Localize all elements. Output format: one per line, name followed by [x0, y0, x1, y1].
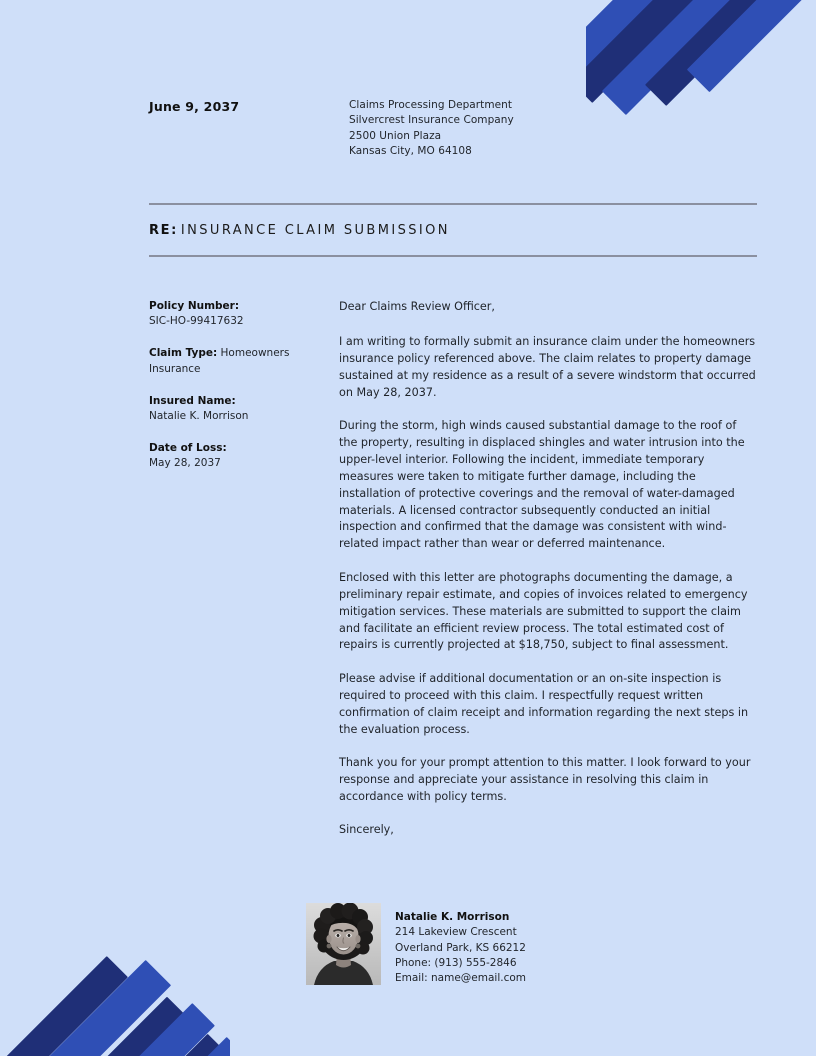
deco-bar — [149, 1037, 230, 1056]
deco-bar — [687, 0, 816, 92]
body-paragraph: Please advise if additional documentation or an on-site inspection is required to proceed with this claim. I respectfully request written confirmation of claim receipt and information regarding the next steps in the evaluation process. — [339, 671, 749, 736]
portrait-photo — [306, 903, 381, 985]
decorative-corner-bottom-left — [0, 906, 230, 1056]
meta-label: Date of Loss: — [149, 442, 227, 455]
deco-bar — [586, 0, 755, 103]
salutation: Dear Claims Review Officer, — [339, 300, 495, 313]
meta-insured-name — [149, 394, 339, 424]
rule-bottom — [149, 255, 757, 257]
letter-date: June 9, 2037 — [149, 99, 240, 114]
subject-text: INSURANCE CLAIM SUBMISSION — [180, 223, 450, 238]
letter-body — [149, 299, 757, 839]
meta-claim-type — [149, 346, 339, 376]
recipient-line: Kansas City, MO 64108 — [349, 144, 472, 157]
meta-label: Claim Type: — [149, 347, 218, 360]
closing: Sincerely, — [339, 823, 394, 837]
meta-label: Policy Number: — [149, 300, 240, 312]
recipient-address — [349, 98, 514, 159]
letter-text — [339, 299, 757, 839]
signer-address-line1: 214 Lakeview Crescent — [395, 926, 517, 939]
meta-policy-number — [149, 299, 339, 329]
recipient-line: 2500 Union Plaza — [349, 129, 442, 142]
subject-prefix: RE: — [149, 223, 178, 238]
meta-value: SIC-HO-99417632 — [149, 315, 244, 328]
deco-bar — [33, 997, 186, 1056]
deco-bar — [0, 956, 128, 1056]
body-paragraph: Enclosed with this letter are photographs documenting the damage, a preliminary repair estimate, and copies of invoices related to emergency mitigation services. These materials are submitted to support the claim and facilitate an efficient review process. The total estimated cost of repairs is currently projected at $18,750, subject to final assessment. — [339, 570, 748, 652]
signature-details — [395, 903, 526, 986]
subject-line — [149, 205, 757, 255]
body-paragraph: I am writing to formally submit an insurance claim under the homeowners insurance policy referenced above. The claim relates to property damage sustained at my residence as a result of a severe windstorm that occurred on May 28, 2037. — [339, 334, 756, 399]
signer-email: Email: name@email.com — [395, 972, 527, 985]
signature-block — [306, 903, 526, 986]
claim-metadata — [149, 299, 339, 472]
meta-date-of-loss — [149, 441, 339, 471]
meta-label: Insured Name: — [149, 394, 236, 407]
deco-bar — [65, 1003, 215, 1056]
recipient-line: Claims Processing Department — [349, 99, 512, 111]
meta-value: Natalie K. Morrison — [149, 410, 249, 423]
deco-bar — [0, 960, 171, 1056]
deco-bar — [586, 0, 710, 94]
deco-bar — [645, 0, 816, 106]
signer-name: Natalie K. Morrison — [395, 911, 510, 923]
meta-value: May 28, 2037 — [149, 457, 221, 470]
letter-header — [149, 98, 757, 159]
signer-address-line2: Overland Park, KS 66212 — [395, 941, 526, 954]
body-paragraph: Thank you for your prompt attention to this matter. I look forward to your response and appreciate your assistance in resolving this claim in accordance with policy terms. — [339, 755, 751, 803]
recipient-line: Silvercrest Insurance Company — [349, 114, 514, 127]
subject-block — [149, 203, 757, 257]
signer-phone: Phone: (913) 555-2846 — [395, 956, 517, 969]
body-paragraph: During the storm, high winds caused substantial damage to the roof of the property, resulting in displaced shingles and water intrusion into the upper-level interior. Following the incident, immediate temporary measures were taken to mitigate further damage, including the installation of protective coverings and the removal of water-damaged materials. A licensed contractor subsequently conducted an initial inspection and confirmed that the damage was consistent with wind-related impact rather than wear or deferred maintenance. — [339, 419, 745, 551]
deco-bar — [123, 1034, 223, 1056]
meta-value: Homeowners Insurance — [149, 347, 290, 375]
